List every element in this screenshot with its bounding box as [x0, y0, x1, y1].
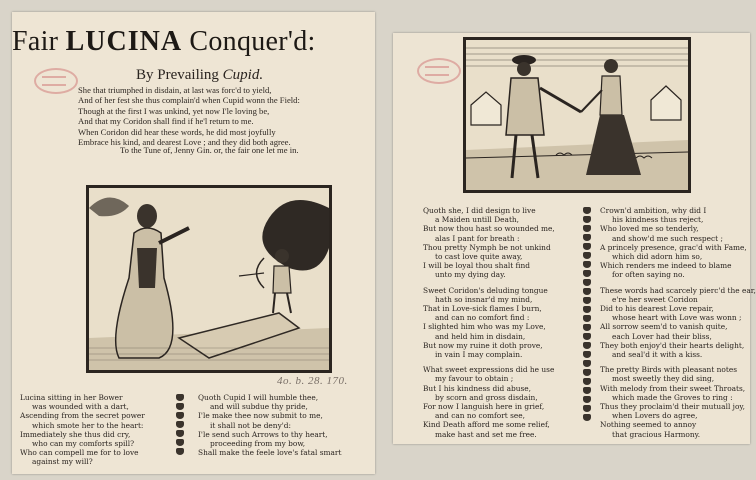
verse-line: But now thou hast so wounded me,: [423, 224, 555, 234]
subtitle-text: By Prevailing: [136, 67, 223, 83]
verse-line: alas I pant for breath :: [435, 233, 520, 243]
woodcut-lady-and-cupid: [86, 185, 332, 373]
verse-line: Nothing seemed to annoy: [600, 420, 697, 430]
verse-line: which did adorn him so,: [612, 252, 703, 262]
tune-line: To the Tune of, Jenny Gin. or, the fair one let me in.: [120, 145, 299, 155]
verse-column-1: [20, 393, 145, 467]
verse-line: in vain I may complain.: [435, 350, 523, 360]
verse-line: Crown'd ambition, why did I: [600, 206, 707, 215]
verse-line: All sorrow seem'd to vanish quite,: [600, 322, 728, 332]
verse-column-3: [423, 206, 555, 439]
verse-line: Did to his dearest Love repair,: [600, 304, 714, 314]
verse-line: each Lover had their bliss,: [612, 331, 712, 341]
verse-line: which made the Groves to ring :: [612, 392, 733, 402]
intro-line: Though at the first I was unkind, yet now I'le loving be,: [78, 105, 270, 116]
verse-line: unto my dying day.: [435, 270, 506, 280]
verse-line: proceeding from my bow,: [210, 439, 306, 449]
verse-line: But I his kindness did abuse,: [423, 383, 532, 393]
verse-line: my favour to obtain ;: [435, 374, 514, 384]
verse-line: Who loved me so tenderly,: [600, 224, 699, 234]
title-prefix: Fair: [12, 26, 66, 57]
verse-line: I'le send such Arrows to thy heart,: [198, 429, 328, 439]
verse-line: These words had scarcely pierc'd the ear,: [600, 285, 756, 295]
verse-line: his kindness thus reject,: [612, 215, 704, 225]
verse-line: For now I languish here in grief,: [423, 402, 545, 412]
ornament-border-icon: [583, 207, 592, 421]
verse-line: whose heart with Love was wonn ;: [612, 313, 742, 323]
library-stamp-icon: [34, 68, 78, 94]
verse-line: That in Love-sick flames I burn,: [423, 304, 542, 314]
verse-line: Quoth she, I did design to live: [423, 206, 536, 215]
verse-line: and held him in disdain,: [435, 331, 526, 341]
woodcut-illustration: [89, 188, 329, 370]
intro-line: She that triumphed in disdain, at last was forc'd to yield,: [78, 85, 272, 95]
verse-line: Shall make the feele love's fatal smart: [198, 448, 342, 458]
verse-line: a Maiden untill Death,: [435, 215, 520, 225]
verse-line: who can my comforts spill?: [32, 439, 135, 449]
verse-line: and can no comfort find :: [435, 313, 530, 323]
verse-line: With melody from their sweet Throats,: [600, 383, 746, 393]
verse-line: Who can compell me for to love: [20, 448, 139, 458]
verse-line: for often saying no.: [612, 270, 685, 280]
intro-line: And that my Coridon shall find if he'l return to me.: [78, 116, 254, 127]
ballad-subtitle: [136, 67, 263, 84]
verse-line: and will subdue thy pride,: [210, 402, 308, 412]
verse-line: when Lovers do agree,: [612, 411, 698, 421]
right-broadside-page: [393, 33, 756, 444]
verse-line: Kind Death afford me some relief,: [423, 420, 550, 430]
verse-line: hath so insnar'd my mind,: [435, 294, 533, 304]
verse-line: by scorn and gross disdain,: [435, 392, 538, 402]
verse-line: it shall not be deny'd:: [210, 420, 291, 430]
verse-line: to cast love quite away,: [435, 252, 523, 262]
intro-verse: [78, 85, 388, 147]
verse-column-2: [198, 393, 341, 457]
verse-line: Sweet Coridon's deluding tongue: [423, 285, 548, 295]
verse-line: and can no comfort see,: [435, 411, 525, 421]
verse-line: The pretty Birds with pleasant notes: [600, 365, 737, 375]
verse-line: which smote her to the heart:: [32, 420, 144, 430]
left-broadside-page: [12, 12, 375, 474]
verse-line: most sweetly they did sing,: [612, 374, 715, 384]
verse-line: e're her sweet Coridon: [612, 294, 698, 304]
intro-line: And of her fest she thus complain'd when Cupid wonn the Field:: [78, 95, 300, 106]
subtitle-cupid: Cupid.: [222, 67, 264, 83]
verse-line: that gracious Harmony.: [612, 429, 701, 439]
woodcut-couple-illustration: [466, 40, 688, 190]
ballad-title: [12, 26, 412, 58]
verse-line: I will be loyal thou shalt find: [423, 261, 530, 271]
verse-line: But now my ruine it doth prove,: [423, 340, 543, 350]
verse-line: against my will?: [32, 457, 93, 467]
verse-line: and show'd me such respect ;: [612, 233, 723, 243]
woodcut-couple: [463, 37, 691, 193]
verse-line: Quoth Cupid I will humble thee,: [198, 393, 319, 402]
verse-line: What sweet expressions did he use: [423, 365, 555, 375]
verse-line: was wounded with a dart,: [32, 402, 129, 412]
intro-line: Embrace his kind, and dearest Love ; and they did both agree.: [78, 137, 291, 148]
ornament-border-icon: [176, 394, 185, 455]
verse-line: They both enjoy'd their hearts delight,: [600, 340, 745, 350]
verse-line: Which renders me indeed to blame: [600, 261, 732, 271]
verse-line: Thou pretty Nymph be not unkind: [423, 242, 551, 252]
verse-line: and seal'd it with a kiss.: [612, 350, 703, 360]
title-suffix: Conquer'd:: [182, 26, 316, 57]
verse-column-4: [600, 206, 756, 439]
verse-line: Ascending from the secret power: [20, 411, 145, 421]
verse-line: Thus they proclaim'd their mutuall joy,: [600, 402, 745, 412]
verse-line: A princely presence, grac'd with Fame,: [600, 242, 747, 252]
verse-line: make hast and set me free.: [435, 429, 537, 439]
library-stamp-icon: [417, 58, 461, 84]
shelfmark-annotation: 4o. b. 28. 170.: [277, 375, 348, 387]
verse-line: I'le make thee now submit to me,: [198, 411, 323, 421]
verse-line: I slighted him who was my Love,: [423, 322, 546, 332]
verse-line: Lucina sitting in her Bower: [20, 393, 123, 402]
title-main-word: LUCINA: [65, 26, 183, 57]
verse-line: Immediately she thus did cry,: [20, 429, 131, 439]
intro-line: When Coridon did hear these words, he did most joyfully: [78, 126, 276, 137]
